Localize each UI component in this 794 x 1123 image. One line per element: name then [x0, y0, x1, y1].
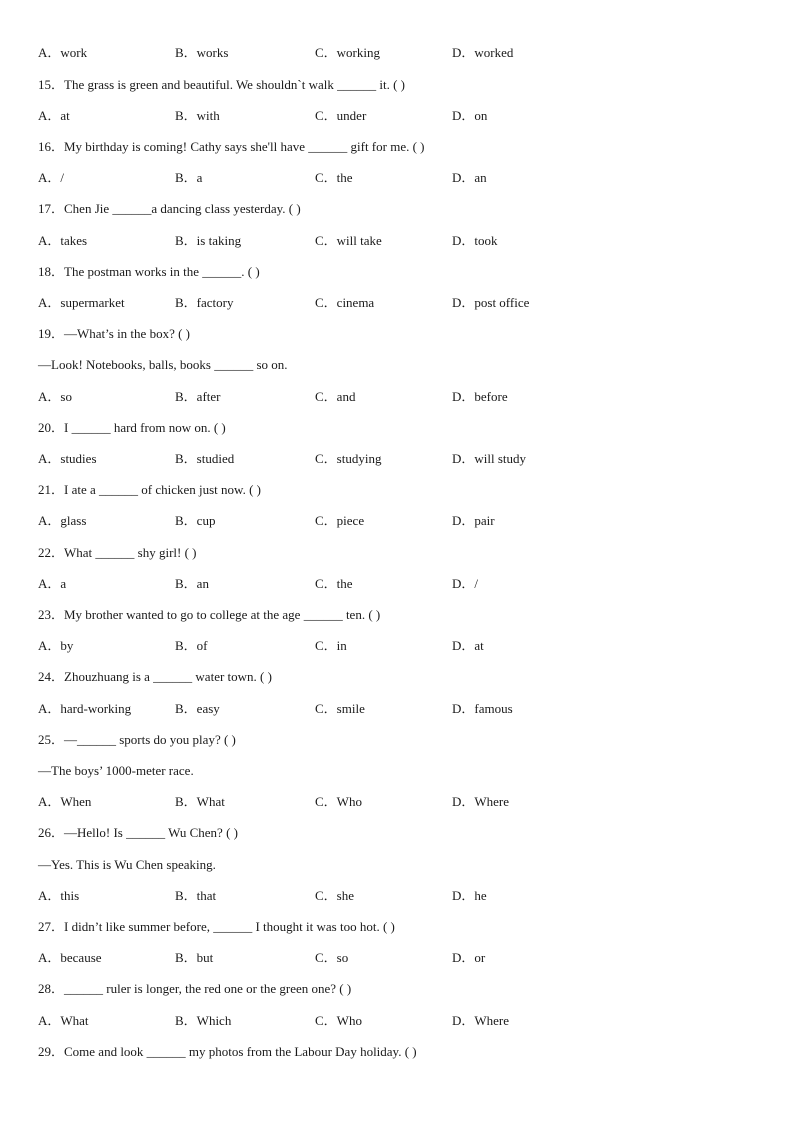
option-a: A．/ — [38, 170, 65, 185]
question-24: 24．Zhouzhuang is a ______ water town. ( ) — [38, 669, 272, 684]
options-row — [38, 792, 738, 812]
option-b: B．a — [175, 170, 203, 185]
option-c: C．piece — [315, 513, 365, 528]
options-row — [38, 574, 738, 594]
option-b: B．cup — [175, 513, 216, 528]
option-a: A．takes — [38, 233, 88, 248]
option-a: A．What — [38, 1013, 89, 1028]
question-20: 20．I ______ hard from now on. ( ) — [38, 420, 226, 435]
option-a: A．hard-working — [38, 701, 132, 716]
question-22: 22．What ______ shy girl! ( ) — [38, 545, 197, 560]
option-c: C．and — [315, 389, 356, 404]
option-b: B．easy — [175, 701, 220, 716]
options-row — [38, 1011, 738, 1031]
option-b: B．factory — [175, 295, 234, 310]
options-row — [38, 699, 738, 719]
question-18: 18．The postman works in the ______. ( ) — [38, 264, 260, 279]
option-c: C．the — [315, 170, 353, 185]
option-a: A．by — [38, 638, 74, 653]
question-26: 26．—Hello! Is ______ Wu Chen? ( ) — [38, 825, 238, 840]
option-c: C．the — [315, 576, 353, 591]
option-d: D．/ — [452, 576, 479, 591]
option-a: A．a — [38, 576, 67, 591]
option-b: B．works — [175, 45, 229, 60]
question-25: 25．—______ sports do you play? ( ) — [38, 732, 236, 747]
option-d: D．Where — [452, 794, 510, 809]
option-d: D．post office — [452, 295, 530, 310]
options-row — [38, 449, 738, 469]
options-row — [38, 636, 738, 656]
option-b: B．with — [175, 108, 220, 123]
option-c: C．working — [315, 45, 381, 60]
option-b: B．is taking — [175, 233, 242, 248]
option-a: A．because — [38, 950, 102, 965]
option-b: B．an — [175, 576, 209, 591]
option-c: C．Who — [315, 1013, 362, 1028]
option-c: C．studying — [315, 451, 382, 466]
option-c: C．she — [315, 888, 355, 903]
option-c: C．cinema — [315, 295, 375, 310]
question-27: 27．I didn’t like summer before, ______ I thought it was too hot. ( ) — [38, 919, 395, 934]
option-a: A．glass — [38, 513, 87, 528]
question-29: 29．Come and look ______ my photos from the Labour Day holiday. ( ) — [38, 1044, 417, 1059]
question-21: 21．I ate a ______ of chicken just now. ( ) — [38, 482, 261, 497]
option-b: B．What — [175, 794, 225, 809]
question-26-response: —Yes. This is Wu Chen speaking. — [38, 857, 216, 872]
option-c: C．in — [315, 638, 347, 653]
options-row — [38, 948, 738, 968]
option-d: D．famous — [452, 701, 513, 716]
question-15: 15．The grass is green and beautiful. We shouldn`t walk ______ it. ( ) — [38, 77, 405, 92]
option-d: D．he — [452, 888, 487, 903]
option-d: D．took — [452, 233, 498, 248]
question-28: 28．______ ruler is longer, the red one or the green one? ( ) — [38, 981, 352, 996]
option-a: A．supermarket — [38, 295, 125, 310]
question-23: 23．My brother wanted to go to college at the age ______ ten. ( ) — [38, 607, 381, 622]
options-row — [38, 293, 738, 313]
question-16: 16．My birthday is coming! Cathy says she'll have ______ gift for me. ( ) — [38, 139, 425, 154]
options-row — [38, 43, 738, 63]
options-row — [38, 886, 738, 906]
options-row — [38, 387, 738, 407]
option-b: B．of — [175, 638, 208, 653]
option-c: C．smile — [315, 701, 365, 716]
option-d: D．on — [452, 108, 488, 123]
option-d: D．before — [452, 389, 508, 404]
option-c: C．under — [315, 108, 367, 123]
option-c: C．Who — [315, 794, 362, 809]
option-a: A．this — [38, 888, 80, 903]
question-19-response: —Look! Notebooks, balls, books ______ so on. — [38, 357, 288, 372]
option-c: C．so — [315, 950, 349, 965]
question-19: 19．—What’s in the box? ( ) — [38, 326, 190, 341]
option-a: A．at — [38, 108, 70, 123]
question-25-response: —The boys’ 1000-meter race. — [38, 763, 194, 778]
option-d: D．at — [452, 638, 484, 653]
option-d: D．an — [452, 170, 487, 185]
options-row — [38, 511, 738, 531]
options-row — [38, 168, 738, 188]
option-a: A．When — [38, 794, 92, 809]
option-d: D．or — [452, 950, 486, 965]
option-d: D．pair — [452, 513, 495, 528]
options-row — [38, 231, 738, 251]
option-a: A．work — [38, 45, 88, 60]
option-b: B．but — [175, 950, 214, 965]
option-b: B．after — [175, 389, 221, 404]
option-b: B．that — [175, 888, 217, 903]
question-17: 17．Chen Jie ______a dancing class yesterday. ( ) — [38, 201, 301, 216]
option-d: D．worked — [452, 45, 514, 60]
option-a: A．so — [38, 389, 72, 404]
option-c: C．will take — [315, 233, 382, 248]
option-b: B．Which — [175, 1013, 232, 1028]
option-b: B．studied — [175, 451, 235, 466]
option-d: D．will study — [452, 451, 527, 466]
option-d: D．Where — [452, 1013, 510, 1028]
options-row — [38, 106, 738, 126]
option-a: A．studies — [38, 451, 97, 466]
